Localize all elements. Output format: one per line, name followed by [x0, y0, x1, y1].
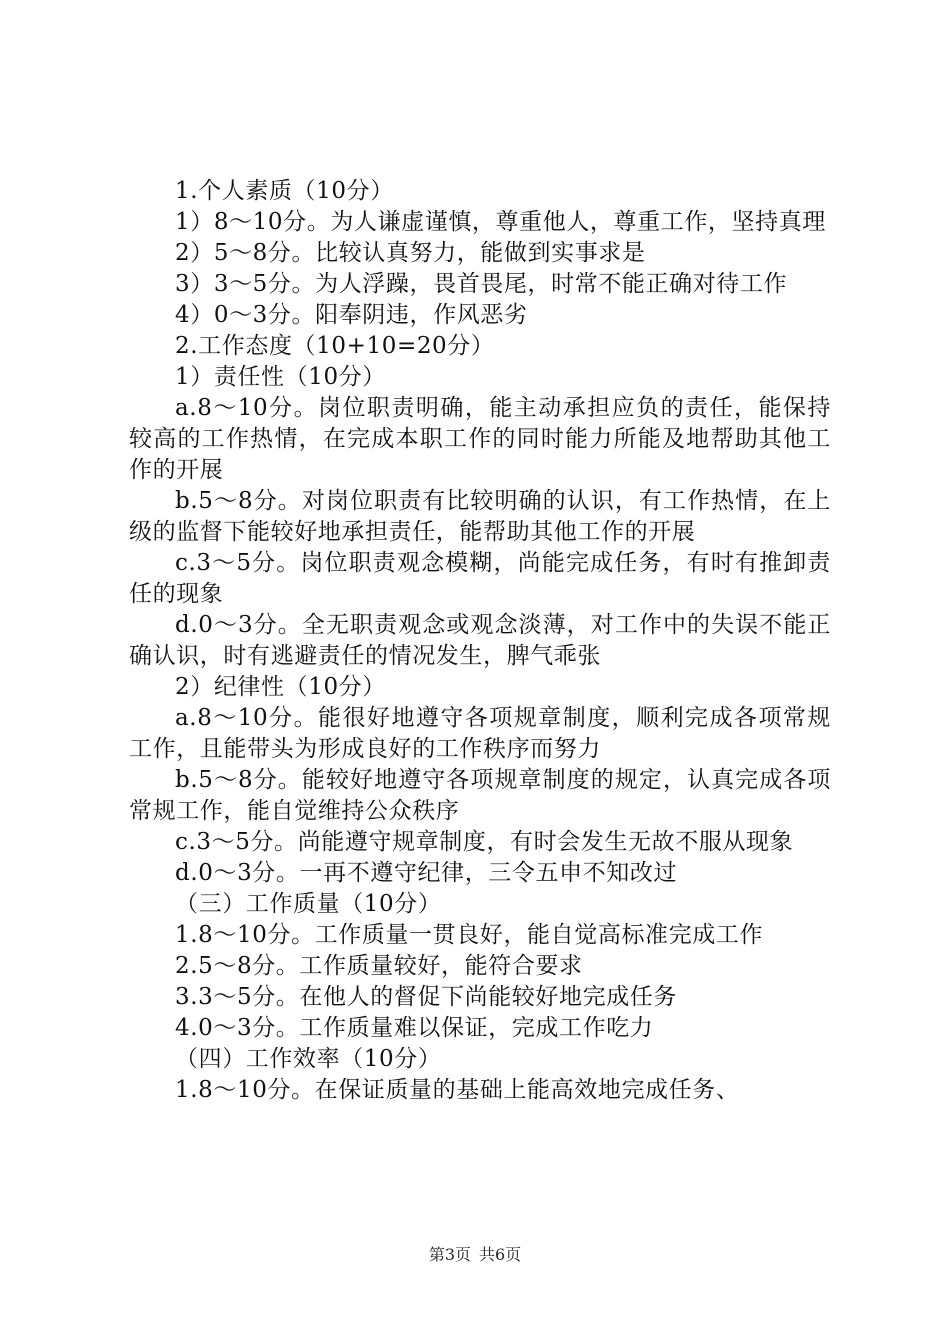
paragraph: （四）工作效率（10分） — [175, 1046, 442, 1072]
page-number: 第3页 — [428, 1245, 471, 1264]
paragraph: 1.个人素质（10分） — [175, 178, 394, 204]
page-footer — [0, 1245, 950, 1265]
paragraph: 3）3～5分。为人浮躁，畏首畏尾，时常不能正确对待工作 — [175, 271, 788, 297]
paragraph: 2.5～8分。工作质量较好，能符合要求 — [175, 953, 583, 979]
paragraph: c.3～5分。岗位职责观念模糊，尚能完成任务，有时有推卸责任的现象 — [129, 550, 831, 607]
paragraph: 2）纪律性（10分） — [175, 674, 386, 700]
paragraph: 1.8～10分。在保证质量的基础上能高效地完成任务、 — [175, 1077, 740, 1103]
paragraph: d.0～3分。全无职责观念或观念淡薄，对工作中的失误不能正确认识，时有逃避责任的情况发生，脾气乖张 — [129, 612, 831, 669]
paragraph: 2.工作态度（10+10=20分） — [175, 333, 495, 359]
paragraph: d.0～3分。一再不遵守纪律，三令五申不知改过 — [175, 860, 678, 886]
paragraph: 3.3～5分。在他人的督促下尚能较好地完成任务 — [175, 984, 678, 1010]
paragraph: 4）0～3分。阳奉阴违，作风恶劣 — [175, 302, 528, 328]
paragraph: （三）工作质量（10分） — [175, 891, 442, 917]
paragraph: a.8～10分。能很好地遵守各项规章制度，顺利完成各项常规工作，且能带头为形成良好的工作秩序而努力 — [129, 705, 831, 762]
paragraph: b.5～8分。对岗位职责有比较明确的认识，有工作热情，在上级的监督下能较好地承担责任，能帮助其他工作的开展 — [129, 488, 831, 545]
paragraph: b.5～8分。能较好地遵守各项规章制度的规定，认真完成各项常规工作，能自觉维持公众秩序 — [129, 767, 831, 824]
paragraph: 2）5～8分。比较认真努力，能做到实事求是 — [175, 240, 646, 266]
paragraph: c.3～5分。尚能遵守规章制度，有时会发生无故不服从现象 — [175, 829, 794, 855]
paragraph: 4.0～3分。工作质量难以保证，完成工作吃力 — [175, 1015, 654, 1041]
paragraph: a.8～10分。岗位职责明确，能主动承担应负的责任，能保持较高的工作热情，在完成本职工作的同时能力所能及地帮助其他工作的开展 — [129, 395, 831, 483]
document-body — [129, 176, 831, 1106]
paragraph: 1）8～10分。为人谦虚谨慎，尊重他人，尊重工作，坚持真理 — [175, 209, 826, 235]
page-total: 共6页 — [479, 1245, 522, 1264]
paragraph: 1.8～10分。工作质量一贯良好，能自觉高标准完成工作 — [175, 922, 764, 948]
paragraph: 1）责任性（10分） — [175, 364, 386, 390]
